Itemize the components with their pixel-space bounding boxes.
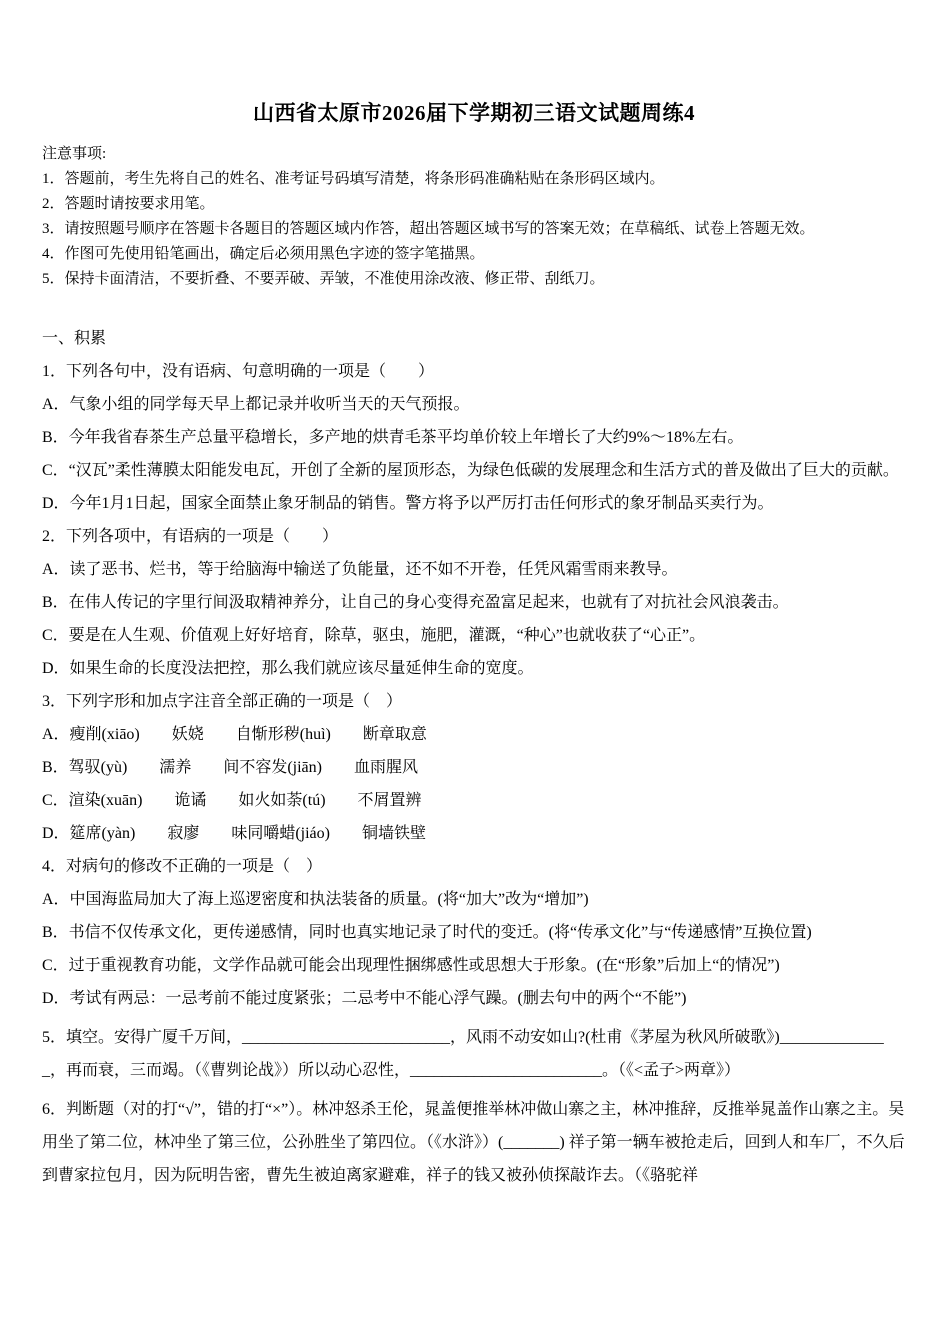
question-4-option-c: C．过于重视教育功能，文学作品就可能会出现理性捆绑感性或思想大于形象。(在“形象”后加上“的情况”) (42, 957, 780, 974)
question-1-stem: 1．下列各句中，没有语病、句意明确的一项是（ ） (42, 363, 435, 380)
question-2 (42, 520, 906, 685)
notice-heading: 注意事项: (42, 146, 107, 162)
notice-item-2: 2．答题时请按要求用笔。 (42, 196, 215, 212)
question-5-text: 5．填空。安得广厦千万间，__________________________，风雨不动安如山?(杜甫《茅屋为秋风所破歌》)______________，再而衰，三而竭。（《曹刿论战》）所以动心忍性，________________________。（《<孟子>两章》） (42, 1029, 884, 1079)
question-1-option-b: B．今年我省春茶生产总量平稳增长，多产地的烘青毛茶平均单价较上年增长了大约9%～18%左右。 (42, 429, 744, 446)
question-3-stem: 3．下列字形和加点字注音全部正确的一项是（ ） (42, 693, 403, 710)
question-1-option-c: C．“汉瓦”柔性薄膜太阳能发电瓦，开创了全新的屋顶形态，为绿色低碳的发展理念和生活方式的普及做出了巨大的贡献。 (42, 462, 899, 479)
exam-title: 山西省太原市2026届下学期初三语文试题周练4 (253, 101, 695, 125)
question-2-option-a: A．读了恶书、烂书，等于给脑海中输送了负能量，还不如不开卷，任凭风霜雪雨来教导。 (42, 561, 678, 578)
question-2-option-d: D．如果生命的长度没法把控，那么我们就应该尽量延伸生命的宽度。 (42, 660, 534, 677)
question-4-stem: 4．对病句的修改不正确的一项是（ ） (42, 858, 323, 875)
question-3-option-d: D．筵席(yàn) 寂廖 味同嚼蜡(jiáo) 铜墙铁壁 (42, 825, 426, 842)
question-2-option-b: B．在伟人传记的字里行间汲取精神养分，让自己的身心变得充盈富足起来，也就有了对抗社会风浪袭击。 (42, 594, 789, 611)
question-4-option-a: A．中国海监局加大了海上巡逻密度和执法装备的质量。(将“加大”改为“增加”) (42, 891, 589, 908)
question-3-option-b: B．驾驭(yù) 濡养 间不容发(jiān) 血雨腥风 (42, 759, 418, 776)
question-6 (42, 1093, 906, 1192)
question-1-option-a: A．气象小组的同学每天早上都记录并收听当天的天气预报。 (42, 396, 470, 413)
question-5 (42, 1021, 906, 1087)
question-1 (42, 355, 906, 520)
notice-item-3: 3．请按照题号顺序在答题卡各题目的答题区域内作答，超出答题区域书写的答案无效；在草稿纸、试卷上答题无效。 (42, 221, 815, 237)
question-3-option-c: C．渲染(xuān) 诡谲 如火如荼(tú) 不屑置辨 (42, 792, 422, 809)
section-heading: 一、积累 (42, 330, 107, 347)
question-6-text: 6．判断题（对的打“√”，错的打“×”）。林冲怒杀王伦，晁盖便推举林冲做山寨之主，林冲推辞，反推举晁盖作山寨之主。吴用坐了第二位，林冲坐了第三位，公孙胜坐了第四位。（《水浒》）(_______) 祥子第一辆车被抢走后，回到人和车厂，不久后到曹家拉包月，因为阮明告密，曹先生被迫离家避难，祥子的钱又被孙侦探敲诈去。（《骆驼祥 (42, 1101, 905, 1184)
notice-item-5: 5．保持卡面清洁，不要折叠、不要弄破、弄皱，不准使用涂改液、修正带、刮纸刀。 (42, 271, 605, 287)
notice-item-1: 1．答题前，考生先将自己的姓名、准考证号码填写清楚，将条形码准确粘贴在条形码区域内。 (42, 171, 665, 187)
question-2-option-c: C．要是在人生观、价值观上好好培育，除草，驱虫，施肥，灌溉，“种心”也就收获了“心正”。 (42, 627, 706, 644)
notice-section (42, 142, 906, 292)
question-4-option-d: D．考试有两忌：一忌考前不能过度紧张；二忌考中不能心浮气躁。(删去句中的两个“不能”) (42, 990, 687, 1007)
question-3-option-a: A．瘦削(xiāo) 妖娆 自惭形秽(huì) 断章取意 (42, 726, 427, 743)
notice-item-4: 4．作图可先使用铅笔画出，确定后必须用黑色字迹的签字笔描黑。 (42, 246, 485, 262)
question-4 (42, 850, 906, 1015)
question-4-option-b: B．书信不仅传承文化，更传递感情，同时也真实地记录了时代的变迁。(将“传承文化”与“传递感情”互换位置) (42, 924, 812, 941)
question-2-stem: 2．下列各项中，有语病的一项是（ ） (42, 528, 339, 545)
question-1-option-d: D．今年1月1日起，国家全面禁止象牙制品的销售。警方将予以严厉打击任何形式的象牙制品买卖行为。 (42, 495, 774, 512)
question-3 (42, 685, 906, 850)
section-accumulation (42, 322, 906, 1192)
